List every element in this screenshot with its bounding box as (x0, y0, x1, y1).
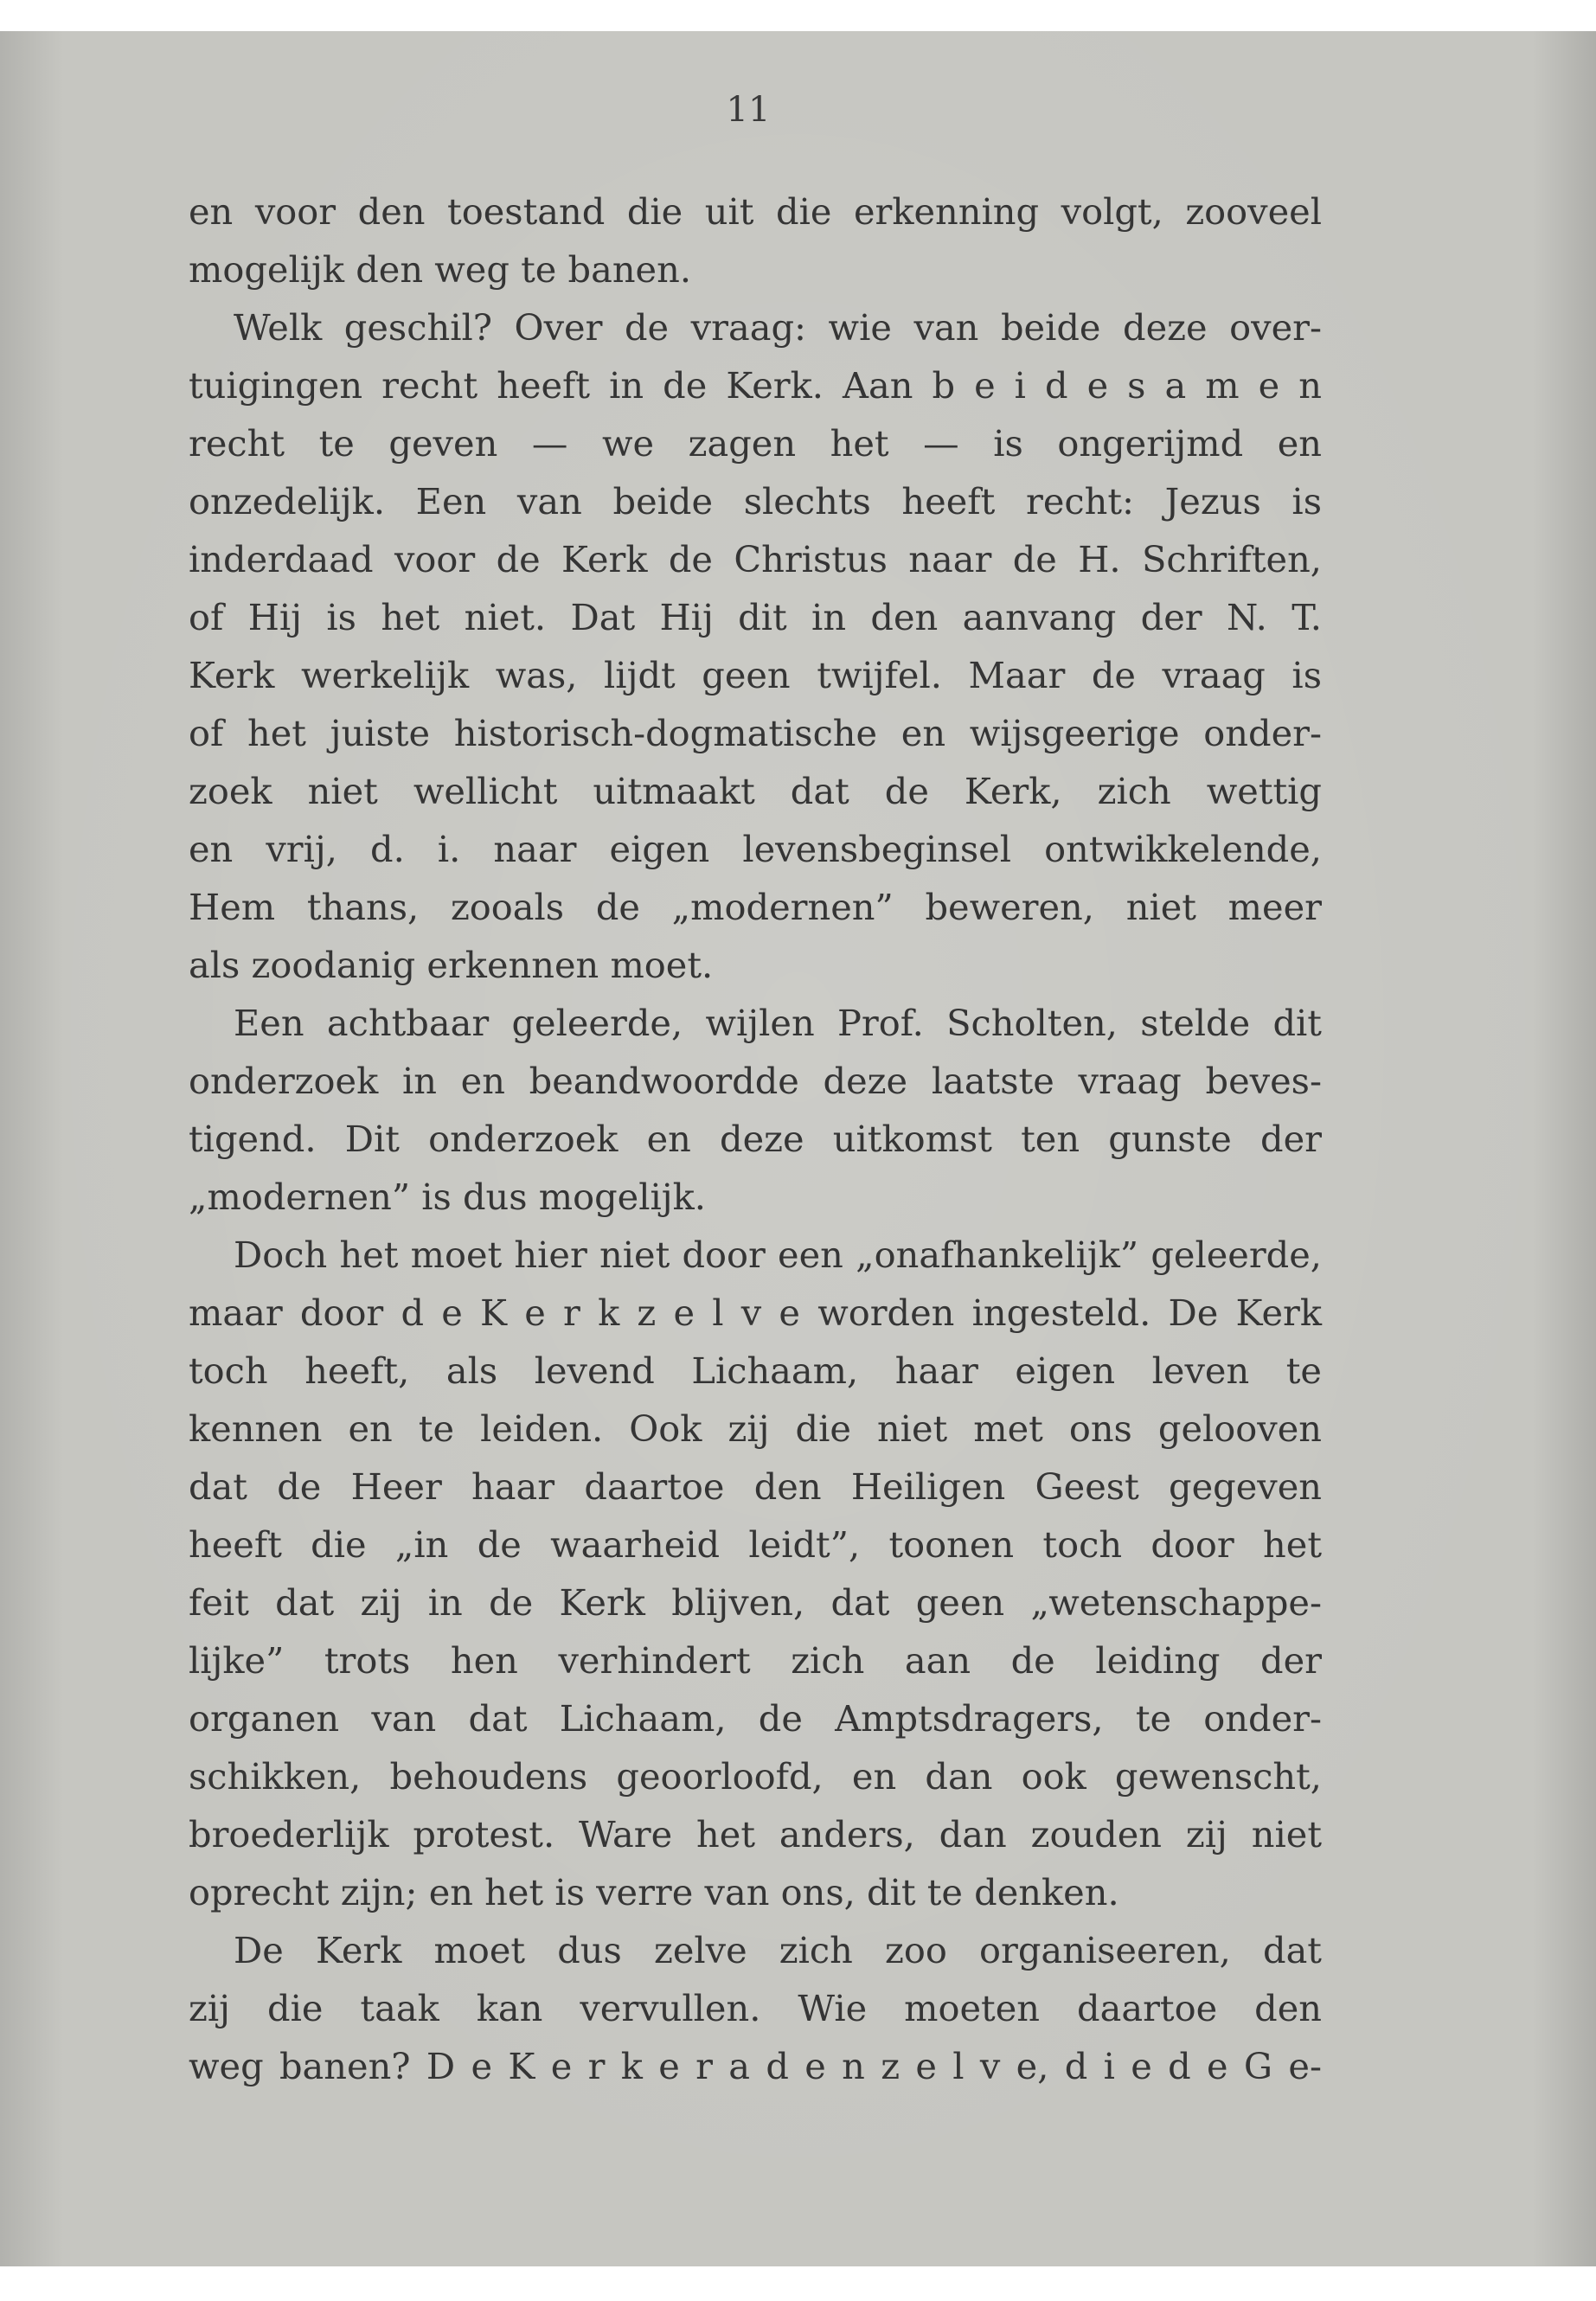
text-line: oprecht zijn; en het is verre van ons, dit te denken. (189, 1871, 1119, 1913)
text-line: toch heeft, als levend Lichaam, haar eigen leven te (189, 1349, 1322, 1392)
text-line: en vrij, d. i. naar eigen levensbeginsel ontwikkelende, (189, 828, 1322, 870)
text-line: recht te geven — we zagen het — is ongerijmd en (189, 422, 1322, 465)
text-line: zij die taak kan vervullen. Wie moeten daartoe den (189, 1987, 1322, 2029)
text-line: Kerk werkelijk was, lijdt geen twijfel. Maar de vraag is (189, 654, 1322, 696)
text-line: of het juiste historisch-dogmatische en wijsgeerige onder- (189, 712, 1322, 754)
text-line: zoek niet wellicht uitmaakt dat de Kerk, zich wettig (189, 770, 1322, 812)
text-line: onderzoek in en beandwoordde deze laatste vraag beves- (189, 1060, 1322, 1102)
text-line: broederlijk protest. Ware het anders, dan zouden zij niet (189, 1813, 1322, 1856)
text-line: en voor den toestand die uit die erkenning volgt, zooveel (189, 190, 1322, 233)
text-line: inderdaad voor de Kerk de Christus naar de H. Schriften, (189, 538, 1322, 580)
text-line: „modernen” is dus mogelijk. (189, 1176, 706, 1218)
text-line: of Hij is het niet. Dat Hij dit in den aanvang der N. T. (189, 596, 1322, 638)
text-line: tigend. Dit onderzoek en deze uitkomst ten gunste der (189, 1118, 1322, 1160)
book-page (0, 31, 1596, 2266)
text-line: feit dat zij in de Kerk blijven, dat geen „wetenschappe- (189, 1581, 1322, 1624)
text-line: schikken, behoudens geoorloofd, en dan ook gewenscht, (189, 1755, 1322, 1798)
text-line: weg banen? D e K e r k e r a d e n z e l v e, d i e d e G e- (189, 2045, 1322, 2087)
text-line: als zoodanig erkennen moet. (189, 944, 714, 986)
text-line: Hem thans, zooals de „modernen” beweren, niet meer (189, 886, 1322, 928)
text-line: De Kerk moet dus zelve zich zoo organiseeren, dat (234, 1929, 1322, 1971)
text-line: Doch het moet hier niet door een „onafhankelijk” geleerde, (234, 1234, 1322, 1276)
text-line: lijke” trots hen verhindert zich aan de leiding der (189, 1639, 1322, 1682)
text-line: onzedelijk. Een van beide slechts heeft recht: Jezus is (189, 480, 1322, 522)
text-line: maar door d e K e r k z e l v e worden ingesteld. De Kerk (189, 1292, 1322, 1334)
text-line: mogelijk den weg te banen. (189, 248, 692, 291)
text-line: Een achtbaar geleerde, wijlen Prof. Scholten, stelde dit (234, 1002, 1322, 1044)
text-line: heeft die „in de waarheid leidt”, toonen toch door het (189, 1523, 1322, 1566)
text-line: Welk geschil? Over de vraag: wie van beide deze over- (234, 306, 1322, 349)
text-line: kennen en te leiden. Ook zij die niet met ons gelooven (189, 1407, 1322, 1450)
text-line: organen van dat Lichaam, de Amptsdragers, te onder- (189, 1697, 1322, 1740)
page-number: 11 (726, 90, 771, 130)
text-line: tuigingen recht heeft in de Kerk. Aan b e i d e s a m e n (189, 364, 1322, 407)
text-line: dat de Heer haar daartoe den Heiligen Geest gegeven (189, 1465, 1322, 1508)
body-text (189, 183, 1322, 2095)
